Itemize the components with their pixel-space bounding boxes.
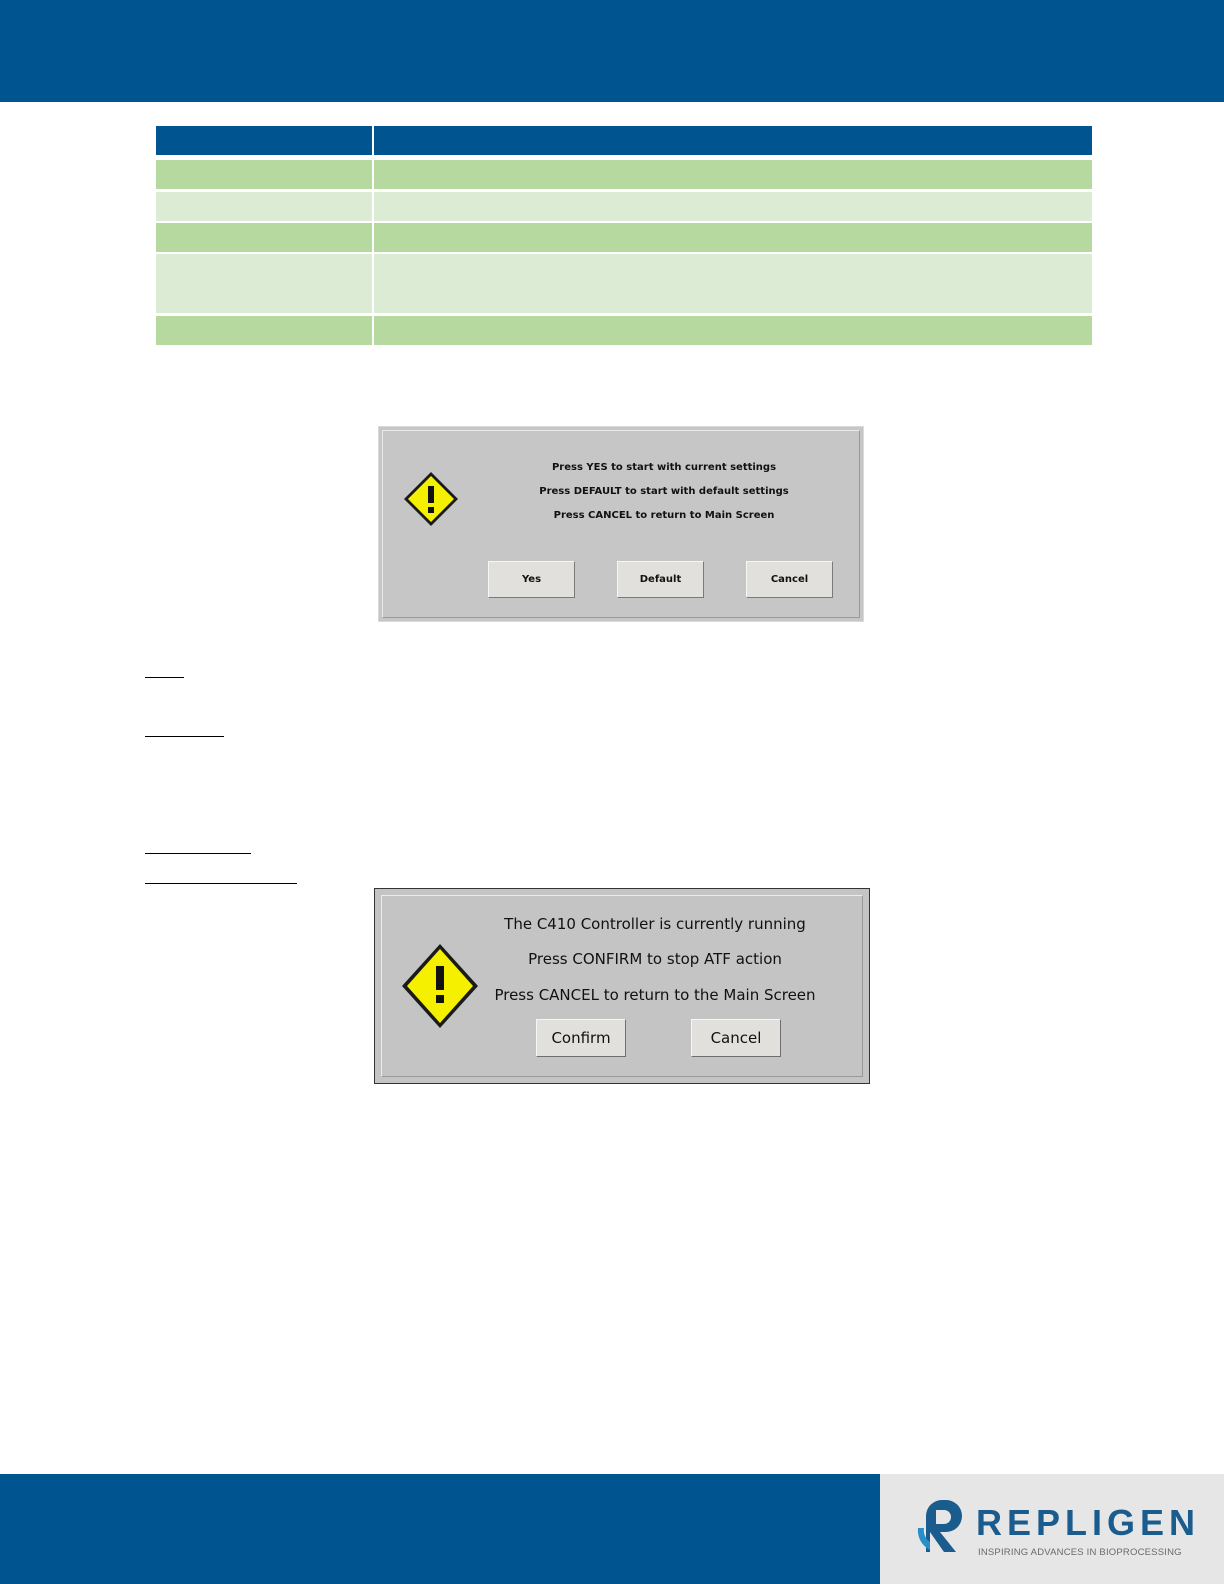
stop-confirmation-dialog	[374, 888, 870, 1084]
table-cell	[374, 223, 1092, 252]
table-cell	[374, 160, 1092, 189]
warning-icon	[401, 469, 461, 529]
brand-name: REPLIGEN	[976, 1502, 1201, 1543]
table-header-cell	[156, 126, 372, 155]
dialog-message-line: The C410 Controller is currently running	[504, 915, 806, 933]
yes-button[interactable]: Yes	[488, 561, 575, 598]
cancel-button[interactable]: Cancel	[746, 561, 833, 598]
warning-icon	[399, 941, 481, 1031]
confirm-button[interactable]: Confirm	[536, 1019, 626, 1057]
table-cell	[374, 316, 1092, 345]
table-row	[156, 316, 1092, 345]
start-confirmation-dialog	[378, 426, 864, 622]
table-row	[156, 192, 1092, 221]
repligen-r-logo-icon	[916, 1498, 966, 1554]
cancel-button[interactable]: Cancel	[691, 1019, 781, 1057]
table-header-cell	[374, 126, 1092, 155]
heading-underline	[145, 883, 297, 884]
table-cell	[156, 316, 372, 345]
table-cell	[156, 192, 372, 221]
dialog-message-line: Press CANCEL to return to Main Screen	[553, 510, 775, 521]
dialog-message-line: Press CANCEL to return to the Main Screen	[494, 986, 816, 1004]
table-header-row	[156, 126, 1092, 155]
dialog-message-line: Press DEFAULT to start with default settings	[539, 486, 789, 497]
table-row	[156, 254, 1092, 313]
default-button[interactable]: Default	[617, 561, 704, 598]
footer-band	[0, 1474, 880, 1584]
dialog-message-line: Press CONFIRM to stop ATF action	[528, 950, 782, 968]
table-cell	[374, 192, 1092, 221]
page-header-band	[0, 0, 1224, 102]
table-cell	[156, 223, 372, 252]
table-cell	[156, 254, 372, 313]
heading-underline	[145, 677, 184, 678]
heading-underline	[145, 853, 251, 854]
table-cell	[156, 160, 372, 189]
heading-underline	[145, 736, 224, 737]
dialog-message-line: Press YES to start with current settings	[551, 462, 777, 473]
table-row	[156, 223, 1092, 252]
table-cell	[374, 254, 1092, 313]
table-row	[156, 160, 1092, 189]
brand-tagline: INSPIRING ADVANCES IN BIOPROCESSING	[978, 1547, 1182, 1558]
